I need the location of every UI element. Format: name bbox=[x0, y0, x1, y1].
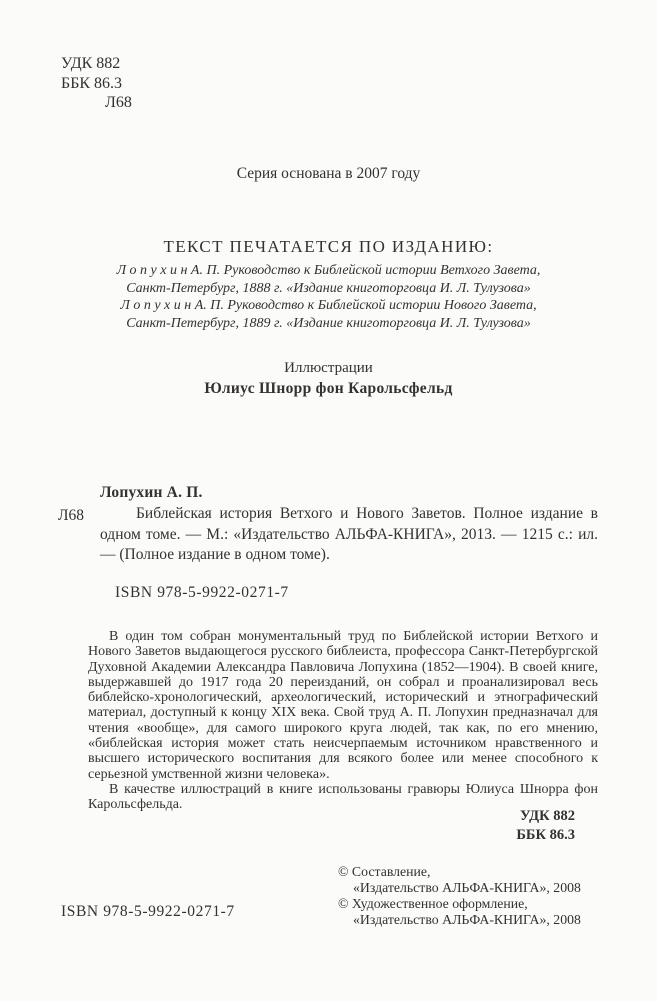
catalog-author-code: Л68 bbox=[58, 507, 85, 524]
copyright-line: «Издательство АЛЬФА-КНИГА», 2008 bbox=[353, 880, 581, 895]
edition-source-block bbox=[0, 237, 657, 332]
edition-source-line: Санкт-Петербург, 1888 г. «Издание книготорговца И. Л. Тулузова» bbox=[126, 280, 531, 296]
copyright-line: © Составление, bbox=[338, 864, 431, 879]
bbk-code-top: ББК 86.3 bbox=[61, 74, 123, 92]
bbk-code-bottom: ББК 86.3 bbox=[516, 826, 575, 843]
catalog-author: Лопухин А. П. bbox=[100, 484, 203, 501]
udk-code-bottom: УДК 882 bbox=[519, 808, 575, 824]
annotation-paragraph-1: В один том собран монументальный труд по Библейской истории Ветхого и Нового Заветов выдающегося русского библеиста, профессора Санкт-Петербургской Духовной Академии Александра Павловича Лопухина (1852—1904). В своей книге, выдержавшей до 1917 года 20 переизданий, он собрал и проанализировал весь библейско-хронологический, археологический, исторический и этнографический материал, доступный к концу XIX века. Свой труд А. П. Лопухин предназначал для чтения «вообще», для самого широкого круга людей, так как, по его мнению, «библейская история может стать неисчерпаемым источником нравственного и высшего исторического воспитания для всякого более или менее способного к серьезной умственной жизни человека». bbox=[88, 629, 598, 782]
copyright-block bbox=[338, 864, 581, 928]
isbn-bottom: ISBN 978-5-9922-0271-7 bbox=[61, 903, 235, 920]
isbn-catalog: ISBN 978-5-9922-0271-7 bbox=[115, 584, 289, 601]
series-note: Серия основана в 2007 году bbox=[236, 165, 421, 182]
catalog-description: Библейская история Ветхого и Нового Заветов. Полное издание в одном томе. — М.: «Издательство АЛЬФА-КНИГА», 2013. — 1215 с.: ил. — (Полное издание в одном томе). bbox=[100, 504, 598, 564]
copyright-line: © Художественное оформление, bbox=[338, 896, 528, 911]
edition-source-line: Л о п у х и н А. П. Руководство к Библейской истории Нового Завета, bbox=[120, 298, 537, 314]
udk-code-top: УДК 882 bbox=[61, 55, 121, 72]
illustrator-name: Юлиус Шнорр фон Карольсфельд bbox=[204, 379, 453, 397]
copyright-line: «Издательство АЛЬФА-КНИГА», 2008 bbox=[353, 912, 581, 927]
catalog-entry bbox=[58, 483, 598, 566]
classification-codes-bottom bbox=[516, 807, 575, 844]
annotation-paragraph-2: В качестве иллюстраций в книге использованы гравюры Юлиуса Шнорра фон Карольсфельда. bbox=[88, 781, 598, 813]
edition-source-heading: ТЕКСТ ПЕЧАТАЕТСЯ ПО ИЗДАНИЮ: bbox=[163, 237, 494, 256]
annotation-block bbox=[88, 629, 598, 813]
illustrations-block bbox=[0, 359, 657, 398]
edition-source-line: Л о п у х и н А. П. Руководство к Библейской истории Ветхого Завета, bbox=[116, 263, 541, 278]
classification-codes-top bbox=[61, 54, 132, 113]
author-sign-code: Л68 bbox=[105, 94, 132, 111]
edition-source-line: Санкт-Петербург, 1889 г. «Издание книготорговца И. Л. Тулузова» bbox=[126, 315, 531, 331]
illustrations-label: Иллюстрации bbox=[284, 360, 373, 376]
